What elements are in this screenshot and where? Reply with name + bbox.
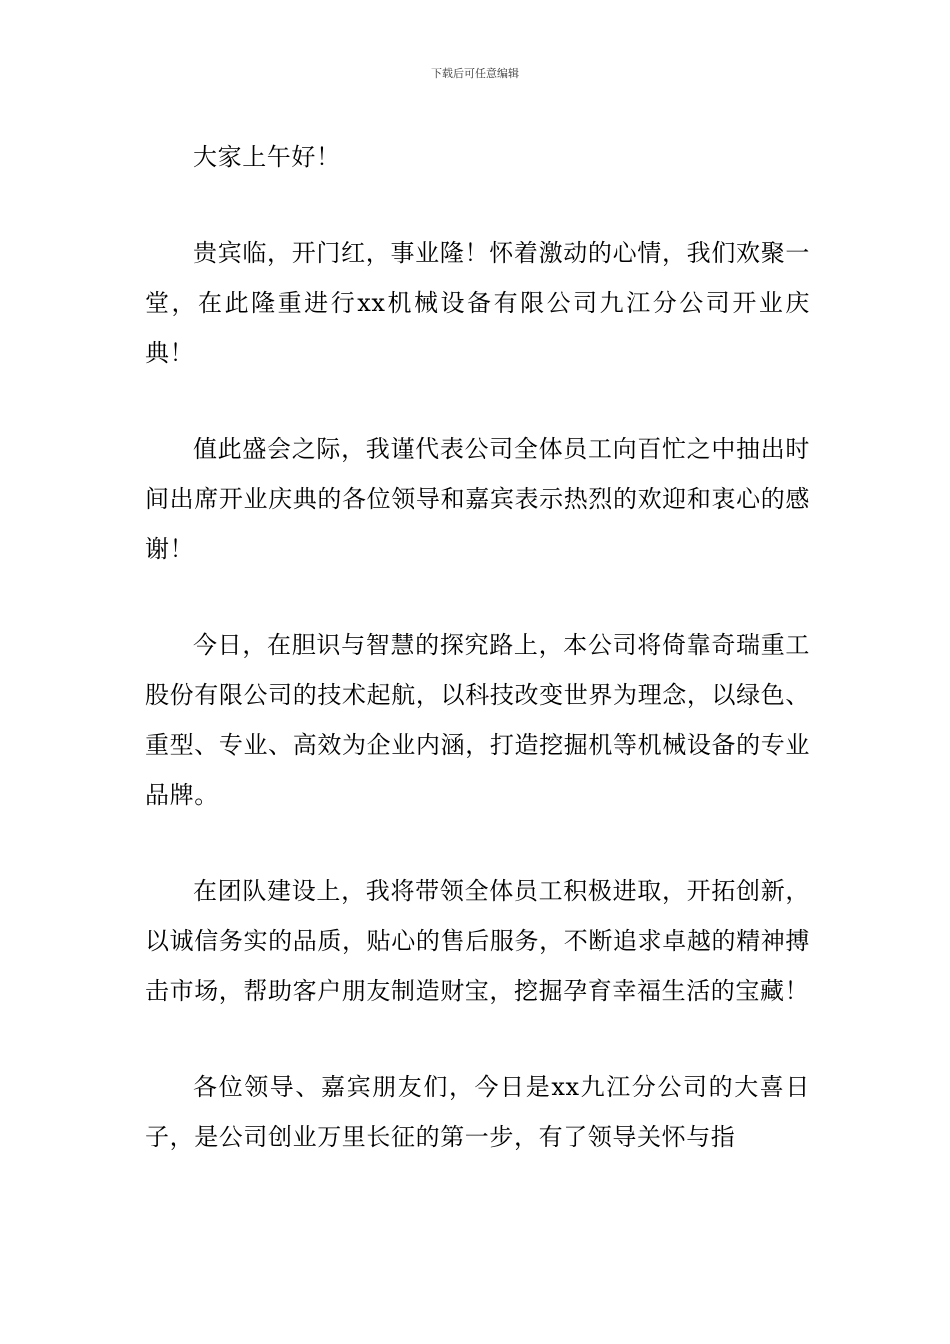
paragraph-greeting: 大家上午好！ [193, 143, 341, 171]
header-note: 下载后可任意编辑 [431, 67, 519, 80]
paragraph-thanks: 值此盛会之际，我谨代表公司全体员工向百忙之中抽出时间出席开业庆典的各位领导和嘉宾表示热烈的欢迎和衷心的感谢！ [145, 435, 810, 563]
paragraph-vision: 今日，在胆识与智慧的探究路上，本公司将倚靠奇瑞重工股份有限公司的技术起航，以科技改变世界为理念，以绿色、重型、专业、高效为企业内涵，打造挖掘机等机械设备的专业品牌。 [145, 631, 810, 809]
paragraph-team: 在团队建设上，我将带领全体员工积极进取，开拓创新，以诚信务实的品质，贴心的售后服务，不断追求卓越的精神搏击市场，帮助客户朋友制造财宝，挖掘孕育幸福生活的宝藏！ [145, 877, 810, 1005]
paragraph-opening: 贵宾临，开门红，事业隆！怀着激动的心情，我们欢聚一堂，在此隆重进行xx机械设备有限公司九江分公司开业庆典！ [145, 239, 810, 367]
document-body [145, 132, 810, 1162]
paragraph-closing: 各位领导、嘉宾朋友们，今日是xx九江分公司的大喜日子，是公司创业万里长征的第一步，有了领导关怀与指 [145, 1073, 810, 1151]
